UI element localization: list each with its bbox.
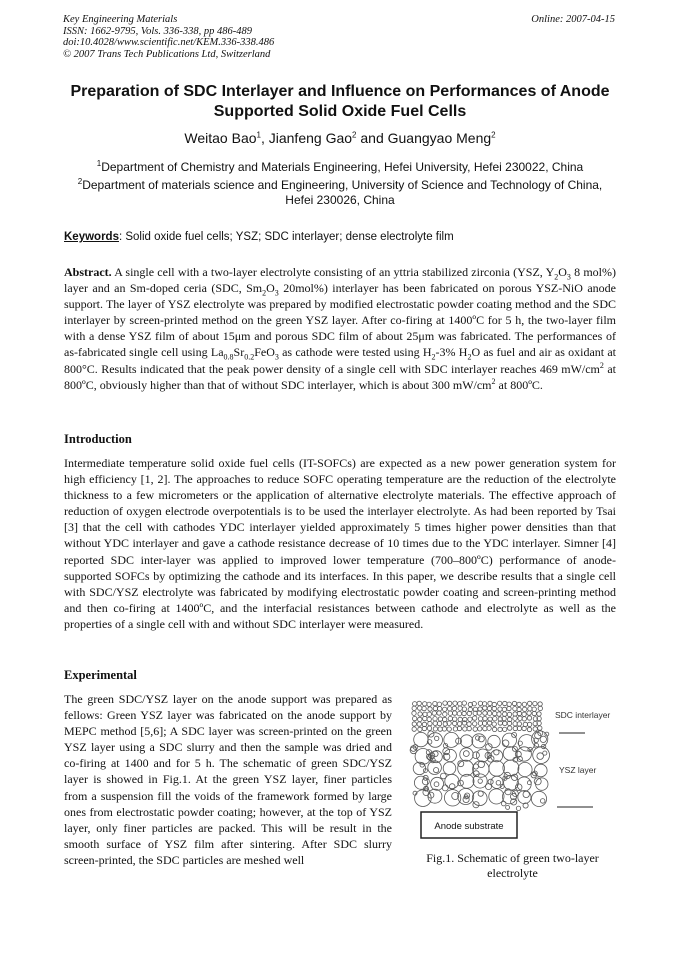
particle [507,712,511,716]
particle [538,726,542,730]
particle [540,799,545,804]
particle [488,701,492,705]
author-affil-mark: 2 [352,130,357,140]
affiliation-1 [64,160,616,175]
particle [503,712,507,716]
particle [412,711,416,715]
subscript: 0.2 [244,352,255,362]
particle [448,701,452,705]
particle [502,707,506,711]
particle [417,722,421,726]
section-heading-experimental: Experimental [64,668,137,682]
particle [433,721,437,725]
doi-line: doi:10.4028/www.scientific.net/KEM.336-338.486 [63,37,275,48]
introduction-text: Intermediate temperature solid oxide fuel cells (IT-SOFCs) are expected as a new power generation system for high efficiency [1, 2]. The approaches to reduce SOFC operating temperature are the reduction of the electrolyte thickness to a few micrometers or the application of alternative electrolyte materials. The effective approach of reduction of oxygen electrode overpotentials is to be used the interlayer electrolyte. As had been reported by Tsai [3] that the cell with cathodes YDC interlayer yielded approximately 5 times higher power densities than that without YDC interlayer and gave a cathode resistance decrease of 10 times due to the YDC interlayer. Simner [4] reported SDC inter-layer was applied to improved lower temperature (700–800ºC) performance of anode-supported SOFCs by optimizing the cathode and its interfaces. In this paper, we describe results that a single cell with SDC/YSZ electrolyte was fabricated by modifying electrostatic powder coating and screen-printing method and then co-firing at 1400ºC, and the interfacial resistances between cathode and electrolyte as well as the properties of a single cell with and without SDC interlayer were measured. [64,456,616,631]
particle [516,806,520,810]
particle [492,722,496,726]
particle [513,707,517,711]
particle [515,751,521,757]
particle [532,711,536,715]
particle [497,712,501,716]
particle [501,801,506,806]
journal-header [63,14,615,60]
particle-layer [410,701,549,811]
abstract-text: O [558,265,567,279]
particle [463,727,467,731]
particle [487,711,491,715]
particle [428,721,432,725]
particle [441,773,447,779]
particle [522,702,526,706]
particle [483,706,487,710]
subscript: 3 [274,352,279,362]
particle [498,707,502,711]
particle [422,706,426,710]
particle [518,762,532,776]
particle [437,702,441,706]
particle [478,779,482,783]
particle [444,732,459,747]
particle [533,727,537,731]
particle [507,702,511,706]
abstract-text: 20mol%) interlayer has been fabricated on porous YSZ-NiO anode support. The layer of YSZ electrolyte was prepared by modified electrostatic powder coating method and the SDC interlayer by screen-printed method on the green YSZ layer. After co-firing at 1400ºC for 5 h, the two-layer film with a dense YSZ film of about 15μm and porous SDC film of about 25μm was fabricated. The performances of as-fabricated single cell using La [64,281,616,360]
particle [517,702,521,706]
particle [543,751,547,755]
particle [438,727,442,731]
particle [523,707,527,711]
figure-1 [409,697,616,881]
particle [494,750,499,755]
particle [532,707,536,711]
abstract-text: O as fuel and air as oxidant at 800°C. Results indicated that the peak power density of a single cell with SDC interlayer reaches 469 mW/cm [64,345,616,376]
abstract-text: at 800ºC, obviously higher than that of without SDC interlayer, which is about 300 mW/cm [64,361,616,392]
particle [443,701,447,705]
particle [458,706,462,710]
affil-mark: 2 [77,177,83,186]
particle [478,791,483,796]
particle [527,722,531,726]
particle [437,711,441,715]
particle [467,726,471,730]
subscript: 3 [566,272,571,282]
particle [528,701,532,705]
schematic-diagram [409,697,616,847]
particle [527,727,531,731]
particle [482,721,486,725]
particle [472,791,487,806]
particle [457,722,461,726]
particle [483,726,487,730]
affil-mark: 1 [96,159,102,168]
particle [473,752,480,759]
particle [420,763,424,767]
abstract-text: Sr [233,345,245,360]
particle [489,761,505,777]
particle [433,751,438,756]
particle [528,707,532,711]
particle [473,722,477,726]
superscript: 2 [491,376,496,386]
particle [458,702,462,706]
journal-name: Key Engineering Materials [63,14,178,25]
particle [478,727,482,731]
particle [503,727,507,731]
anode-substrate-label: Anode substrate [434,821,504,832]
abstract [64,264,616,393]
particle [473,774,487,788]
particle [513,712,517,716]
particle [507,706,511,710]
particle [434,782,439,787]
abstract-text: at 800ºC. [495,377,543,392]
particle [523,791,529,797]
particle [443,762,456,775]
particle [413,762,425,774]
paper-title: Preparation of SDC Interlayer and Influence on Performances of Anode Supported Solid Oxide Fuel Cells [70,83,610,120]
particle [442,785,448,791]
particle [478,717,482,721]
author-list [64,130,616,146]
particle [427,717,431,721]
particle [418,706,422,710]
figure-caption: Fig.1. Schematic of green two-layer electrolyte [426,851,599,880]
particle [522,712,526,716]
particle [517,747,531,761]
particle [465,793,470,798]
particle [412,727,416,731]
subscript: 2 [554,272,559,282]
particle [517,722,521,726]
particle [538,706,542,710]
particle [496,781,501,786]
issn-line: ISSN: 1662-9795, Vols. 336-338, pp 486-489 [63,25,252,37]
particle [434,768,439,773]
particle [433,706,437,710]
particle [453,721,457,725]
affiliation-2 [64,178,616,208]
particle [413,702,417,706]
particle [533,747,550,764]
subscript: 3 [274,288,279,298]
particle [412,706,416,710]
particle [462,701,466,705]
particle [493,711,497,715]
keywords-text: : Solid oxide fuel cells; YSZ; SDC interlayer; dense electrolyte film [118,231,454,243]
particle [503,721,507,725]
particle [412,722,416,726]
particle [418,712,422,716]
particle [433,717,437,721]
particle [448,716,452,720]
particle [442,727,446,731]
abstract-label: Abstract. [64,265,112,279]
particle [453,701,457,705]
particle [476,736,480,740]
particle [463,751,469,757]
particle [417,701,421,705]
particle [428,789,442,803]
particle [443,717,447,721]
particle [427,726,431,730]
particle [452,706,456,710]
particle [508,726,512,730]
particle [467,722,471,726]
particle [453,711,457,715]
particle [427,712,431,716]
superscript: 2 [599,360,604,370]
particle [443,707,447,711]
particle [468,717,472,721]
particle [418,727,422,731]
section-heading-introduction: Introduction [64,432,132,446]
particle [498,727,502,731]
particle [462,707,466,711]
author-affil-mark: 1 [256,130,261,140]
particle [503,747,517,761]
abstract-text: 8 mol%) layer and an Sm-doped ceria (SDC, Sm [64,265,616,296]
particle [504,775,519,790]
particle [493,717,497,721]
particle [503,701,507,705]
author-name: and Guangyao Meng [356,130,492,146]
particle [473,716,477,720]
particle [422,778,429,785]
particle [423,702,427,706]
author-name: Weitao Bao [184,130,257,146]
particle [483,716,487,720]
particle [438,707,442,711]
particle [515,784,522,791]
particle [482,702,486,706]
particle [491,776,503,788]
author-name: , Jianfeng Gao [260,130,353,146]
particle [487,706,491,710]
particle [423,716,427,720]
ysz-layer-label: YSZ layer [559,765,597,775]
particle [538,702,542,706]
particle [458,717,462,721]
particle [457,712,461,716]
abstract-text: A single cell with a two-layer electrolyte consisting of an yttria stabilized zirconia (YSZ, Y [111,265,555,279]
particle [518,716,522,720]
particle [522,726,526,730]
particle [512,701,516,705]
particle [506,805,510,809]
subscript: 2 [262,288,267,298]
particle [488,735,500,747]
particle [437,721,441,725]
particle [428,707,432,711]
particle [463,796,469,802]
particle [498,701,502,705]
abstract-text: FeO [254,345,275,360]
keywords-label: Keywords [64,231,119,243]
particle [453,717,457,721]
particle [478,721,482,725]
particle [418,717,422,721]
particle [448,711,452,715]
particle [458,760,474,776]
particle [527,711,531,715]
particle [427,702,431,706]
copyright-line: © 2007 Trans Tech Publications Ltd, Switzerland [63,48,271,60]
particle [513,722,517,726]
particle [533,701,537,705]
particle [492,727,496,731]
particle [445,774,459,788]
particle [513,716,517,720]
abstract-text: -3% H [435,345,468,360]
particle [448,707,452,711]
particle [503,760,519,776]
particle [413,716,417,720]
particle [489,789,504,804]
particle [447,727,451,731]
experimental-text: The green SDC/YSZ layer on the anode support was prepared as fellows: Green YSZ layer was fabricated on the anode support by MEPC method [5,6]; A SDC layer was screen-printed on the green YSZ layer using a SDC slurry and then the sample was dried and co-firing at 1400 and for 5 h. The schematic of green SDC/YSZ layer is showed in Fig.1. At the green YSZ layer, finer particles from a suspension fill the voids of the framework formed by large ones from electrostatic powder coating; however, at the top of YSZ layer, only finer particles are packed. This will be result in the smooth surface of YSZ film after sintering. After SDC slurry screen-printed, the SDC particles are meshed well [64,692,392,867]
particle [527,716,531,720]
particle [536,778,548,790]
particle [432,711,436,715]
particle [462,711,466,715]
particle [537,712,541,716]
abstract-text: as cathode were tested using H [278,345,432,360]
affil-text: Department of materials science and Engineering, University of Science and Technology of China, Hefei 230026, China [82,178,603,207]
subscript: 0.8 [223,352,234,362]
affil-text: Department of Chemistry and Materials Engineering, Hefei University, Hefei 230022, China [101,160,584,174]
online-date: Online: 2007-04-15 [531,14,615,25]
particle [423,712,427,716]
particle [478,701,482,705]
particle [460,735,472,747]
particle [460,748,473,761]
particle [433,727,437,731]
particle [522,717,526,721]
particle [483,711,487,715]
particle [435,736,439,740]
particle [433,701,437,705]
particle [431,777,444,790]
keywords [64,231,616,243]
particle [473,727,477,731]
particle [478,761,484,767]
abstract-text: O [266,281,275,296]
subscript: 2 [431,352,436,362]
subscript: 2 [467,352,472,362]
particle [487,726,491,730]
sdc-interlayer-label: SDC interlayer [555,710,611,720]
author-affil-mark: 2 [491,130,496,140]
particle [438,717,442,721]
particle [443,712,447,716]
